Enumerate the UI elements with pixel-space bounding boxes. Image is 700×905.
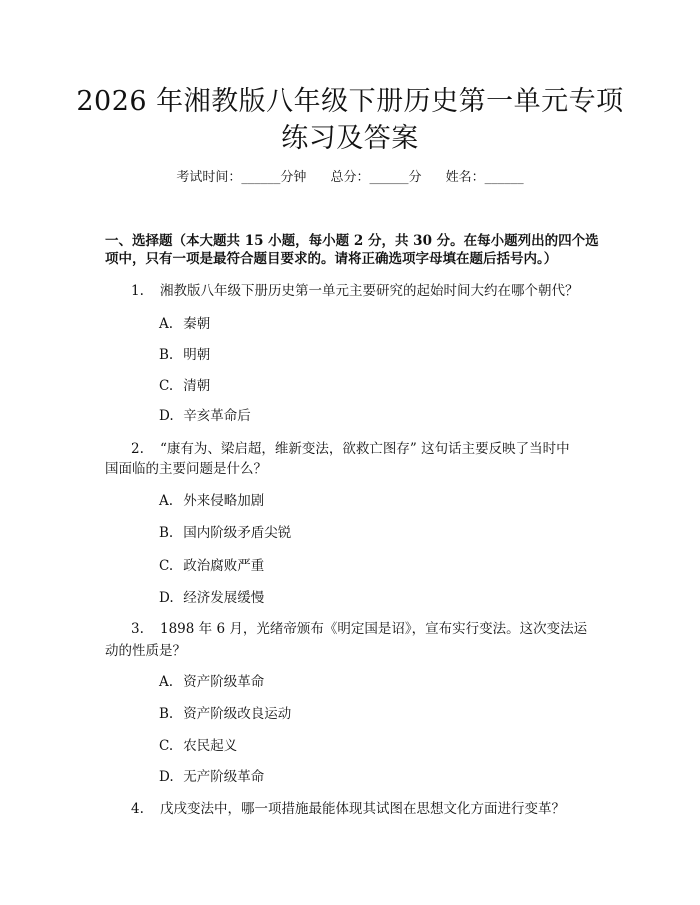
- question-number: 3.: [131, 621, 144, 637]
- option-letter: B.: [159, 706, 174, 722]
- section-heading-line-1: 一、选择题（本大题共 15 小题，每小题 2 分，共 30 分。在每小题列出的四个选: [105, 233, 599, 249]
- option-item: [159, 491, 264, 511]
- option-text: 国内阶级矛盾尖锐: [183, 525, 292, 541]
- exam-score-field: 总分：______分: [330, 170, 422, 185]
- option-text: 资产阶级革命: [183, 674, 265, 690]
- option-letter: C.: [159, 558, 174, 574]
- question-text: 湘教版八年级下册历史第一单元主要研究的起始时间大约在哪个朝代？: [160, 283, 579, 299]
- option-item: [159, 556, 264, 576]
- option-letter: C.: [159, 738, 174, 754]
- option-item: [159, 376, 210, 396]
- option-item: [159, 672, 264, 692]
- option-item: [159, 345, 210, 365]
- option-item: [159, 767, 264, 787]
- exam-name-field: 姓名：______: [445, 170, 524, 185]
- option-text: 外来侵略加剧: [183, 493, 265, 509]
- question-text-continued: 国面临的主要问题是什么？: [105, 461, 267, 477]
- option-letter: A.: [159, 493, 174, 509]
- document-title-line-1: 2026 年湘教版八年级下册历史第一单元专项: [76, 86, 624, 117]
- question-number: 4.: [131, 801, 144, 817]
- option-text: 无产阶级革命: [183, 769, 265, 785]
- option-item: [159, 736, 237, 756]
- option-text: 经济发展缓慢: [183, 590, 265, 606]
- exam-info: [0, 168, 700, 188]
- option-letter: A.: [159, 316, 174, 332]
- question-number: 1.: [131, 283, 144, 299]
- option-letter: B.: [159, 347, 174, 363]
- question-text-continued: 动的性质是？: [105, 643, 186, 659]
- question-text: 1898 年 6 月，光绪帝颁布《明定国是诏》，宣布实行变法。这次变法运: [160, 621, 588, 637]
- option-letter: A.: [159, 674, 174, 690]
- option-item: [159, 704, 291, 724]
- option-letter: D.: [159, 590, 174, 606]
- option-text: 政治腐败严重: [183, 558, 265, 574]
- option-letter: C.: [159, 378, 174, 394]
- section-heading-line-2: 项中，只有一项是最符合题目要求的。请将正确选项字母填在题后括号内。）: [105, 251, 558, 267]
- question-number: 2.: [131, 441, 144, 457]
- option-item: [159, 523, 291, 543]
- question-text: “康有为、梁启超，维新变法，欲救亡图存” 这句话主要反映了当时中: [160, 441, 570, 457]
- option-text: 辛亥革命后: [183, 408, 251, 424]
- option-text: 明朝: [183, 347, 211, 363]
- option-item: [159, 588, 264, 608]
- option-letter: B.: [159, 525, 174, 541]
- document-title-line-2: 练习及答案: [281, 123, 419, 154]
- option-item: [159, 406, 251, 426]
- question-text: 戊戌变法中，哪一项措施最能体现其试图在思想文化方面进行变革？: [160, 801, 565, 817]
- option-text: 秦朝: [183, 316, 211, 332]
- option-text: 农民起义: [183, 738, 238, 754]
- option-letter: D.: [159, 769, 174, 785]
- exam-time-field: 考试时间：______分钟: [176, 170, 307, 185]
- option-text: 资产阶级改良运动: [183, 706, 292, 722]
- option-letter: D.: [159, 408, 174, 424]
- option-item: [159, 314, 210, 334]
- option-text: 清朝: [183, 378, 211, 394]
